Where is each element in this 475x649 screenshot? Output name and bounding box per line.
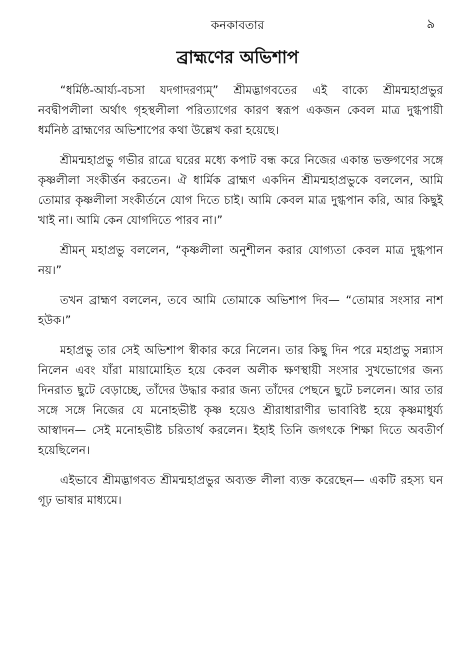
running-header [40,16,435,34]
paragraph: মহাপ্রভু তার সেই অভিশাপ স্বীকার করে নিলেন। তার কিছু দিন পরে মহাপ্রভু সন্ন্যাস নিলেন এবং যাঁরা মায়ামোহিত হয়ে কেবল অলীক ক্ষণস্থায়ী সংসার সুখভোগের জন্য দিনরাত ছুটে বেড়াচ্ছে, তাঁদের উদ্ধার করার জন্য তাঁদের পেছনে ছুটে চললেন। আর তার সঙ্গে সঙ্গে নিজের যে মনোহভীষ্ট কৃষ্ণ হয়েও শ্রীরাধারাণীর ভাবাবিষ্ট হয়ে কৃষ্ণমাধুর্য্য আস্বাদন— সেই মনোহভীষ্ট চরিতার্থ করলেন। ইহাই তিনি জগৎকে শিক্ষা দিতে অবতীর্ণ হয়েছিলেন। [38,343,443,457]
paragraph: এইভাবে শ্রীমদ্ভাগবত শ্রীমন্মহাপ্রভুর অব্যক্ত লীলা ব্যক্ত করেছেন— একটি রহস্য ঘন গূঢ় ভাষার মাধ্যমে। [38,473,443,507]
paragraph: শ্রীমন্মহাপ্রভু গভীর রাত্রে ঘরের মধ্যে কপাট বন্ধ করে নিজের একান্ত ভক্তগণের সঙ্গে কৃষ্ণলীলা সংকীর্ত্তন করতেন। ঐ ধার্মিক ব্রাহ্মণ একদিন শ্রীমন্মহাপ্রভুকে বললেন, আমি তোমার কৃষ্ণলীলা সংকীর্তনে যোগ দিতে চাই। আমি কেবল মাত্র দুগ্ধপান করি, আর কিছুই খাই না। আমি কেন যোগদিতে পারব না।” [38,153,443,227]
paragraph: “ধর্মিষ্ঠ-আর্য্য-বচসা যদগাদরণ্যম্” শ্রীমদ্ভাগবতের এই বাক্যে শ্রীমন্মহাপ্রভুর নবদ্বীপলীলা অর্থাৎ গৃহস্থলীলা পরিত্যাগের কারণ স্বরূপ একজন কেবল মাত্র দুগ্ধপায়ী ধর্মনিষ্ঠ ব্রাহ্মণের অভিশাপের কথা উল্লেখ করা হয়েছে। [38,83,443,137]
body-text [38,80,443,520]
running-title: কনকাবতার [210,18,265,32]
page-number: ৯ [426,17,435,32]
chapter-title: ব্রাহ্মণের অভিশাপ [176,48,299,68]
paragraph: শ্রীমন্ মহাপ্রভু বললেন, “কৃষ্ণলীলা অনুশীলন করার যোগ্যতা কেবল মাত্র দুগ্ধপান নয়।” [38,243,443,277]
paragraph: তখন ব্রাহ্মণ বললেন, তবে আমি তোমাকে অভিশাপ দিব— “তোমার সংসার নাশ হউক।” [38,293,443,327]
